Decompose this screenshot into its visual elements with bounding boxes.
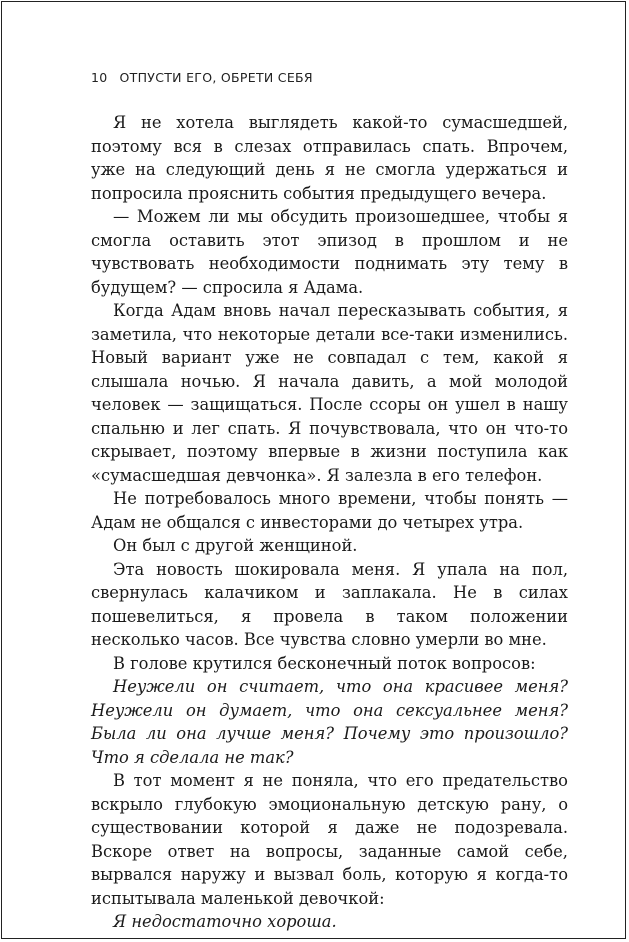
paragraph: Не потребовалось много времени, чтобы понять — Адам не общался с инвесторами до четырех утра. (91, 489, 568, 532)
paragraph: В голове крутился бесконечный поток вопросов: (113, 653, 536, 673)
book-title: ОТПУСТИ ЕГО, ОБРЕТИ СЕБЯ (119, 70, 313, 85)
paragraph: В тот момент я не поняла, что его предательство вскрыло глубокую эмоциональную детскую рану, о существовании которой я даже не подозревала. Вскоре ответ на вопросы, заданные самой себе, вырвался наружу и вызвал боль, которую я когда-то испытывала маленькой девочкой: (91, 771, 568, 908)
paragraph: Эта новость шокировала меня. Я упала на пол, свернулась калачиком и заплакала. Не в силах пошевелиться, я провела в таком положении несколько часов. Все чувства словно умерли во мне. (91, 559, 568, 649)
italic-paragraph: Неужели он считает, что она красивее меня? Неужели он думает, что она сексуальнее меня? Была ли она лучше меня? Почему это произошло? Что я сделала не так? (91, 677, 568, 767)
italic-paragraph: Я недостаточно хороша. (113, 912, 337, 931)
paragraph: Я не хотела выглядеть какой-то сумасшедшей, поэтому вся в слезах отправилась спать. Впрочем, уже на следующий день я не смогла удержаться и попросила прояснить события предыдущего вечера. (91, 113, 568, 203)
paragraph: Он был с другой женщиной. (113, 536, 358, 555)
running-head (91, 70, 313, 85)
paragraph: — Можем ли мы обсудить произошедшее, чтобы я смогла оставить этот эпизод в прошлом и не чувствовать необходимости поднимать эту тему в будущем? — спросила я Адама. (91, 207, 568, 297)
body-text (91, 111, 568, 934)
page-number: 10 (91, 70, 108, 85)
paragraph: Когда Адам вновь начал пересказывать события, я заметила, что некоторые детали все-таки изменились. Новый вариант уже не совпадал с тем, какой я слышала ночью. Я начала давить, а мой молодой человек — защищаться. После ссоры он ушел в нашу спальню и лег спать. Я почувствовала, что он что-то скрывает, поэтому впервые в жизни поступила как «сумасшедшая девчонка». Я залезла в его телефон. (91, 301, 568, 485)
